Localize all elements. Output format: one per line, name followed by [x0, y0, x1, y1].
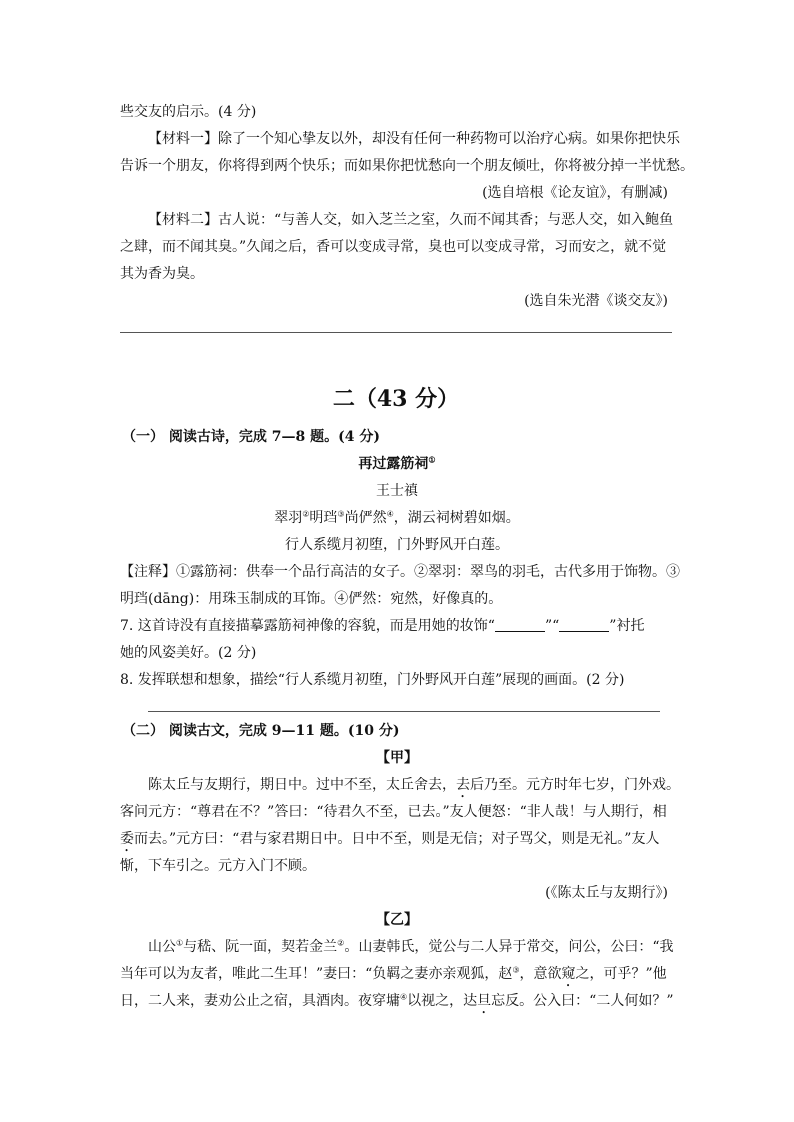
passage-jia-line-1: 陈太丘与友期行，期日中。过中不至，太丘舍去，去后乃至。元方时年七岁，门外戏。: [148, 777, 680, 793]
answer-line: [120, 332, 672, 333]
answer-line: [148, 711, 660, 712]
answer-blank[interactable]: [559, 617, 609, 632]
poem-author: 王士禛: [376, 483, 418, 499]
poem-line-1: 翠羽②明珰③尚俨然④，湖云祠树碧如烟。: [274, 509, 520, 526]
passage-jia-label: 【甲】: [376, 750, 418, 766]
passage-jia-line-3: 委而去。”元方曰：“君与家君期日中。日中不至，则是无信；对子骂父，则是无礼。”友人: [120, 831, 660, 847]
annotation-line-1: 【注释】①露筋祠：供奉一个品行高洁的女子。②翠羽：翠鸟的羽毛，古代多用于饰物。③: [120, 564, 680, 580]
material-2-line-2: 之肆，而不闻其臭。”久闻之后，香可以变成寻常，臭也可以变成寻常，习而安之，就不觉: [120, 239, 667, 255]
passage-yi-line-1: 山公①与嵇、阮一面，契若金兰②。山妻韩氏，觉公与二人异于常交，问公，公曰：“我: [148, 938, 674, 955]
question-7-line-2: 她的风姿美好。(2 分): [120, 645, 257, 661]
material-2-line-3: 其为香为臭。: [120, 266, 204, 282]
passage-jia-line-2: 客问元方：“尊君在不？”答曰：“待君久不至，已去。”友人便怒：“非人哉！与人期行，相: [120, 804, 667, 820]
material-2-source: (选自朱光潜《谈交友》): [524, 293, 668, 309]
passage-yi-line-3: 日，二人来，妻劝公止之宿，具酒肉。夜穿墉④以视之，达旦忘反。公入曰：“二人何如？”: [120, 992, 674, 1009]
text-line: 些交友的启示。(4 分): [120, 104, 257, 120]
answer-blank[interactable]: [495, 617, 545, 632]
passage-yi-line-2: 当年可以为友者，唯此二生耳！”妻曰：“负羁之妻亦亲观狐，赵③，意欲窥之，可乎？”他: [120, 965, 667, 982]
section-title: 二（43 分）: [332, 386, 460, 412]
passage-jia-source: (《陈太丘与友期行》): [545, 885, 668, 901]
poem-line-2: 行人系缆月初堕，门外野风开白莲。: [285, 537, 509, 553]
passage-yi-label: 【乙】: [376, 912, 418, 928]
material-1-source: (选自培根《论友谊》，有删减): [482, 185, 668, 201]
question-7-line-1: 7. 这首诗没有直接描摹露筋祠神像的容貌，而是用她的妆饰“ ”“ ”衬托: [120, 618, 645, 634]
material-1-line-1: 【材料一】除了一个知心挚友以外，却没有任何一种药物可以治疗心病。如果你把快乐: [148, 131, 680, 147]
part-1-heading: （一） 阅读古诗，完成 7—8 题。(4 分): [122, 429, 380, 445]
question-8: 8. 发挥联想和想象，描绘“行人系缆月初堕，门外野风开白莲”展现的画面。(2 分): [120, 672, 625, 688]
material-1-line-2: 告诉一个朋友，你将得到两个快乐；而如果你把忧愁向一个朋友倾吐，你将被分掉一半忧愁。: [120, 158, 694, 174]
annotation-line-2: 明珰(dāng)：用珠玉制成的耳饰。④俨然：宛然，好像真的。: [120, 591, 503, 607]
part-2-heading: （二） 阅读古文，完成 9—11 题。(10 分): [122, 723, 400, 739]
material-2-line-1: 【材料二】古人说：“与善人交，如入芝兰之室，久而不闻其香；与恶人交，如入鲍鱼: [148, 212, 674, 228]
poem-title: 再过露筋祠①: [358, 454, 436, 472]
passage-jia-line-4: 惭，下车引之。元方入门不顾。: [120, 858, 316, 874]
